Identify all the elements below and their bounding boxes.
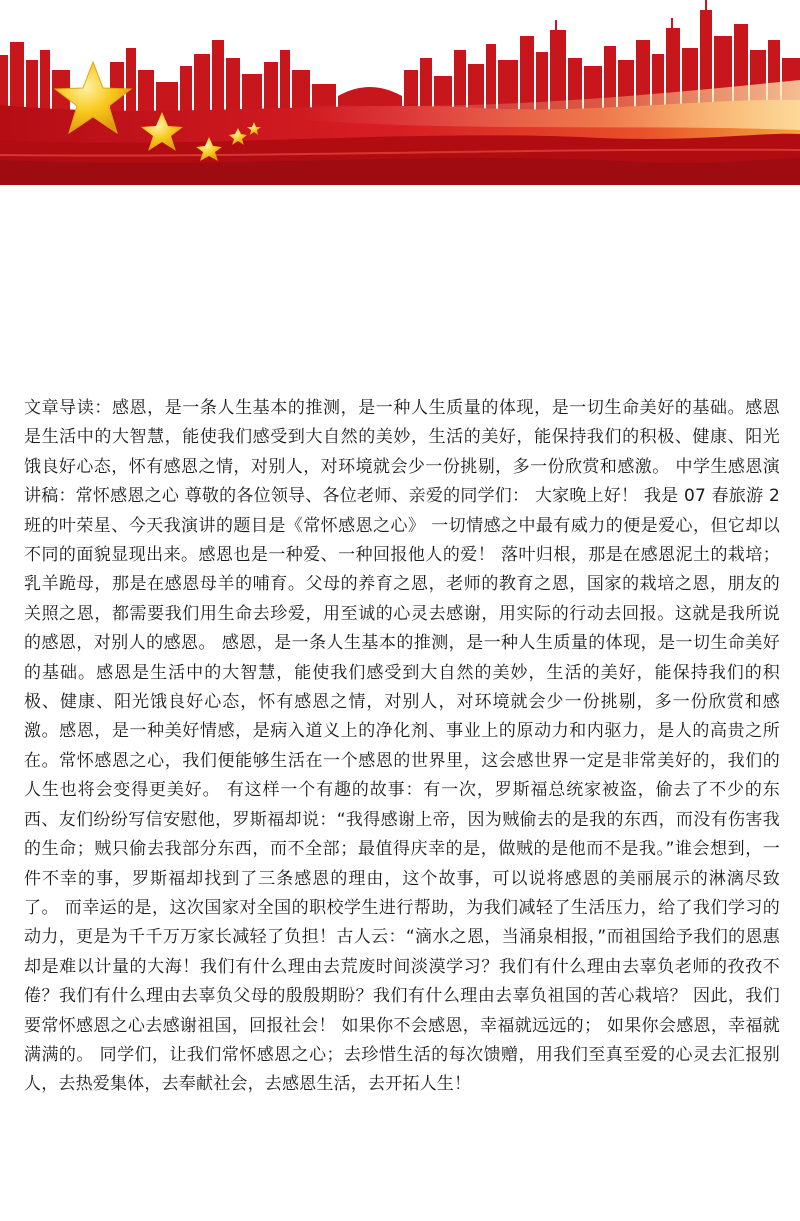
header-banner <box>0 0 800 185</box>
city-skyline-illustration <box>0 0 800 185</box>
article-body: 文章导读：感恩，是一条人生基本的推测，是一种人生质量的体现，是一切生命美好的基础。感恩是生活中的大智慧，能使我们感受到大自然的美妙，生活的美好，能保持我们的积极、健康、阳光饿良好心态，怀有感恩之情，对别人，对环境就会少一份挑剔，多一份欣赏和感激。 中学生感恩演讲稿：常怀感恩之心 尊敬的各位领导、各位老师、亲爱的同学们： 大家晚上好！ 我是 07 春旅游 2 班的叶荣星、今天我演讲的题目是《常怀感恩之心》 一切情感之中最有威力的便是爱心，但它却以不同的面貌显现出来。感恩也是一种爱、一种回报他人的爱！ 落叶归根，那是在感恩泥土的栽培；乳羊跪母，那是在感恩母羊的哺育。父母的养育之恩，老师的教育之恩，国家的栽培之恩，朋友的关照之恩，都需要我们用生命去珍爱，用至诚的心灵去感谢，用实际的行动去回报。这就是我所说的感恩，对别人的感恩。 感恩，是一条人生基本的推测，是一种人生质量的体现，是一切生命美好的基础。感恩是生活中的大智慧，能使我们感受到大自然的美妙，生活的美好，能保持我们的积极、健康、阳光饿良好心态，怀有感恩之情，对别人，对环境就会少一份挑剔，多一份欣赏和感激。感恩，是一种美好情感，是病入道义上的净化剂、事业上的原动力和内驱力，是人的高贵之所在。常怀感恩之心，我们便能够生活在一个感恩的世界里，这会感世界一定是非常美好的，我们的人生也将会变得更美好。 有这样一个有趣的故事：有一次，罗斯福总统家被盗，偷去了不少的东西、友们纷纷写信安慰他，罗斯福却说：“我得感谢上帝，因为贼偷去的是我的东西，而没有伤害我的生命；贼只偷去我部分东西，而不全部；最值得庆幸的是，做贼的是他而不是我。”谁会想到，一件不幸的事，罗斯福却找到了三条感恩的理由，这个故事，可以说将感恩的美丽展示的淋漓尽致了。 而幸运的是，这次国家对全国的职校学生进行帮助，为我们减轻了生活压力，给了我们学习的动力，更是为千千万万家长减轻了负担！古人云：“滴水之恩，当涌泉相报，”而祖国给予我们的恩惠却是难以计量的大海！我们有什么理由去荒废时间淡漠学习？我们有什么理由去辜负老师的孜孜不倦？我们有什么理由去辜负父母的殷殷期盼？我们有什么理由去辜负祖国的苦心栽培？ 因此，我们要常怀感恩之心去感谢祖国，回报社会！ 如果你不会感恩，幸福就远远的； 如果你会感恩，幸福就满满的。 同学们，让我们常怀感恩之心；去珍惜生活的每次馈赠，用我们至真至爱的心灵去汇报别人，去热爱集体，去奉献社会，去感恩生活，去开拓人生！ <box>24 398 780 1095</box>
